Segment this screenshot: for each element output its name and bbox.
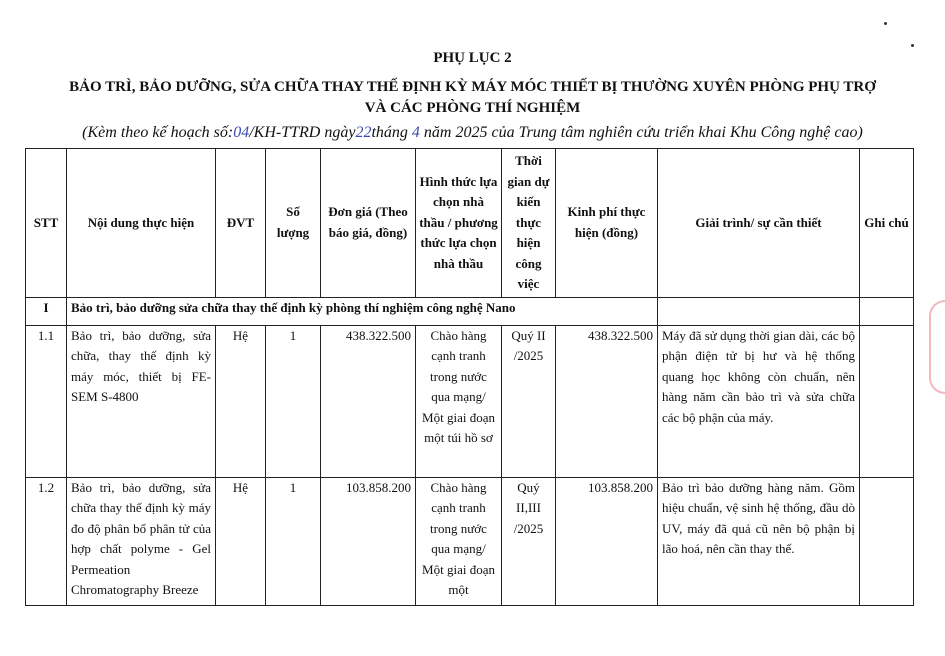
row-budget: 103.858.200 bbox=[556, 477, 658, 605]
row-stt: 1.2 bbox=[26, 477, 67, 605]
subheading-mid-1: /KH-TTRD ngày bbox=[249, 124, 356, 141]
table-header-row bbox=[26, 149, 914, 298]
row-notes bbox=[860, 325, 914, 477]
row-budget: 438.322.500 bbox=[556, 325, 658, 477]
header-stt: STT bbox=[26, 149, 67, 298]
header-selection: Hình thức lựa chọn nhà thầu / phương thức lựa chọn nhà thầu bbox=[416, 149, 502, 298]
row-quantity: 1 bbox=[266, 477, 321, 605]
stamp-edge-icon bbox=[929, 300, 945, 394]
scan-speck-icon bbox=[884, 22, 887, 25]
heading-line-1: BẢO TRÌ, BẢO DƯỠNG, SỬA CHỮA THAY THẾ ĐỊNH KỲ MÁY MÓC THIẾT BỊ THƯỜNG XUYÊN PHÒNG PHỤ TRỢ bbox=[69, 79, 876, 95]
section-row bbox=[26, 297, 914, 325]
header-timeline: Thời gian dự kiến thực hiện công việc bbox=[502, 149, 556, 298]
row-selection: Chào hàng cạnh tranh trong nước qua mạng/ Một giai đoạn một túi hồ sơ bbox=[416, 325, 502, 477]
header-notes: Ghi chú bbox=[860, 149, 914, 298]
table-row bbox=[26, 477, 914, 605]
plan-day: 22 bbox=[355, 124, 372, 141]
row-selection: Chào hàng cạnh tranh trong nước qua mạng/ Một giai đoạn một bbox=[416, 477, 502, 605]
section-stt: I bbox=[26, 297, 67, 325]
document-heading bbox=[0, 77, 945, 119]
row-justification: Bảo trì bảo dưỡng hàng năm. Gồm hiệu chuẩn, vệ sinh hệ thống, đầu dò UV, máy đã quá cũ nên bộ phận bị lão hoá, nên cần thay thế. bbox=[658, 477, 860, 605]
row-timeline: Quý II /2025 bbox=[502, 325, 556, 477]
header-justification: Giải trình/ sự cần thiết bbox=[658, 149, 860, 298]
row-timeline: Quý II,III /2025 bbox=[502, 477, 556, 605]
maintenance-table bbox=[25, 148, 914, 606]
subheading-mid-2: tháng bbox=[371, 124, 408, 141]
section-empty-justification bbox=[658, 297, 860, 325]
row-content: Bảo trì, bảo dưỡng, sửa chữa, thay thế định kỳ máy móc, thiết bị FE-SEM S-4800 bbox=[67, 325, 216, 477]
header-budget: Kinh phí thực hiện (đồng) bbox=[556, 149, 658, 298]
row-content: Bảo trì, bảo dưỡng, sửa chữa thay thế định kỳ máy đo độ phân bố phân tử của hợp chất polyme - Gel Permeation Chromatography Breeze bbox=[67, 477, 216, 605]
header-unit-price: Đơn giá (Theo báo giá, đồng) bbox=[321, 149, 416, 298]
row-notes bbox=[860, 477, 914, 605]
header-quantity: Số lượng bbox=[266, 149, 321, 298]
section-title: Bảo trì, bảo dưỡng sửa chữa thay thế định kỳ phòng thí nghiệm công nghệ Nano bbox=[67, 297, 658, 325]
row-unit: Hệ bbox=[216, 325, 266, 477]
row-unit: Hệ bbox=[216, 477, 266, 605]
section-empty-notes bbox=[860, 297, 914, 325]
scan-speck-icon bbox=[911, 44, 914, 47]
heading-line-2: VÀ CÁC PHÒNG THÍ NGHIỆM bbox=[364, 100, 581, 116]
row-justification: Máy đã sử dụng thời gian dài, các bộ phận điện tử bị hư và hệ thống quang học không còn chuẩn, nên hàng năm cần bảo trì và sửa chữa các bộ phận của máy. bbox=[658, 325, 860, 477]
row-stt: 1.1 bbox=[26, 325, 67, 477]
row-unit-price: 438.322.500 bbox=[321, 325, 416, 477]
header-unit: ĐVT bbox=[216, 149, 266, 298]
plan-number: 04 bbox=[233, 124, 250, 141]
document-subheading bbox=[0, 124, 945, 142]
row-unit-price: 103.858.200 bbox=[321, 477, 416, 605]
row-quantity: 1 bbox=[266, 325, 321, 477]
header-content: Nội dung thực hiện bbox=[67, 149, 216, 298]
plan-month: 4 bbox=[411, 124, 420, 141]
subheading-prefix: (Kèm theo kế hoạch số: bbox=[82, 124, 234, 141]
appendix-title: PHỤ LỤC 2 bbox=[433, 50, 512, 66]
subheading-suffix: năm 2025 của Trung tâm nghiên cứu triển khai Khu Công nghệ cao) bbox=[423, 124, 863, 141]
table-row bbox=[26, 325, 914, 477]
